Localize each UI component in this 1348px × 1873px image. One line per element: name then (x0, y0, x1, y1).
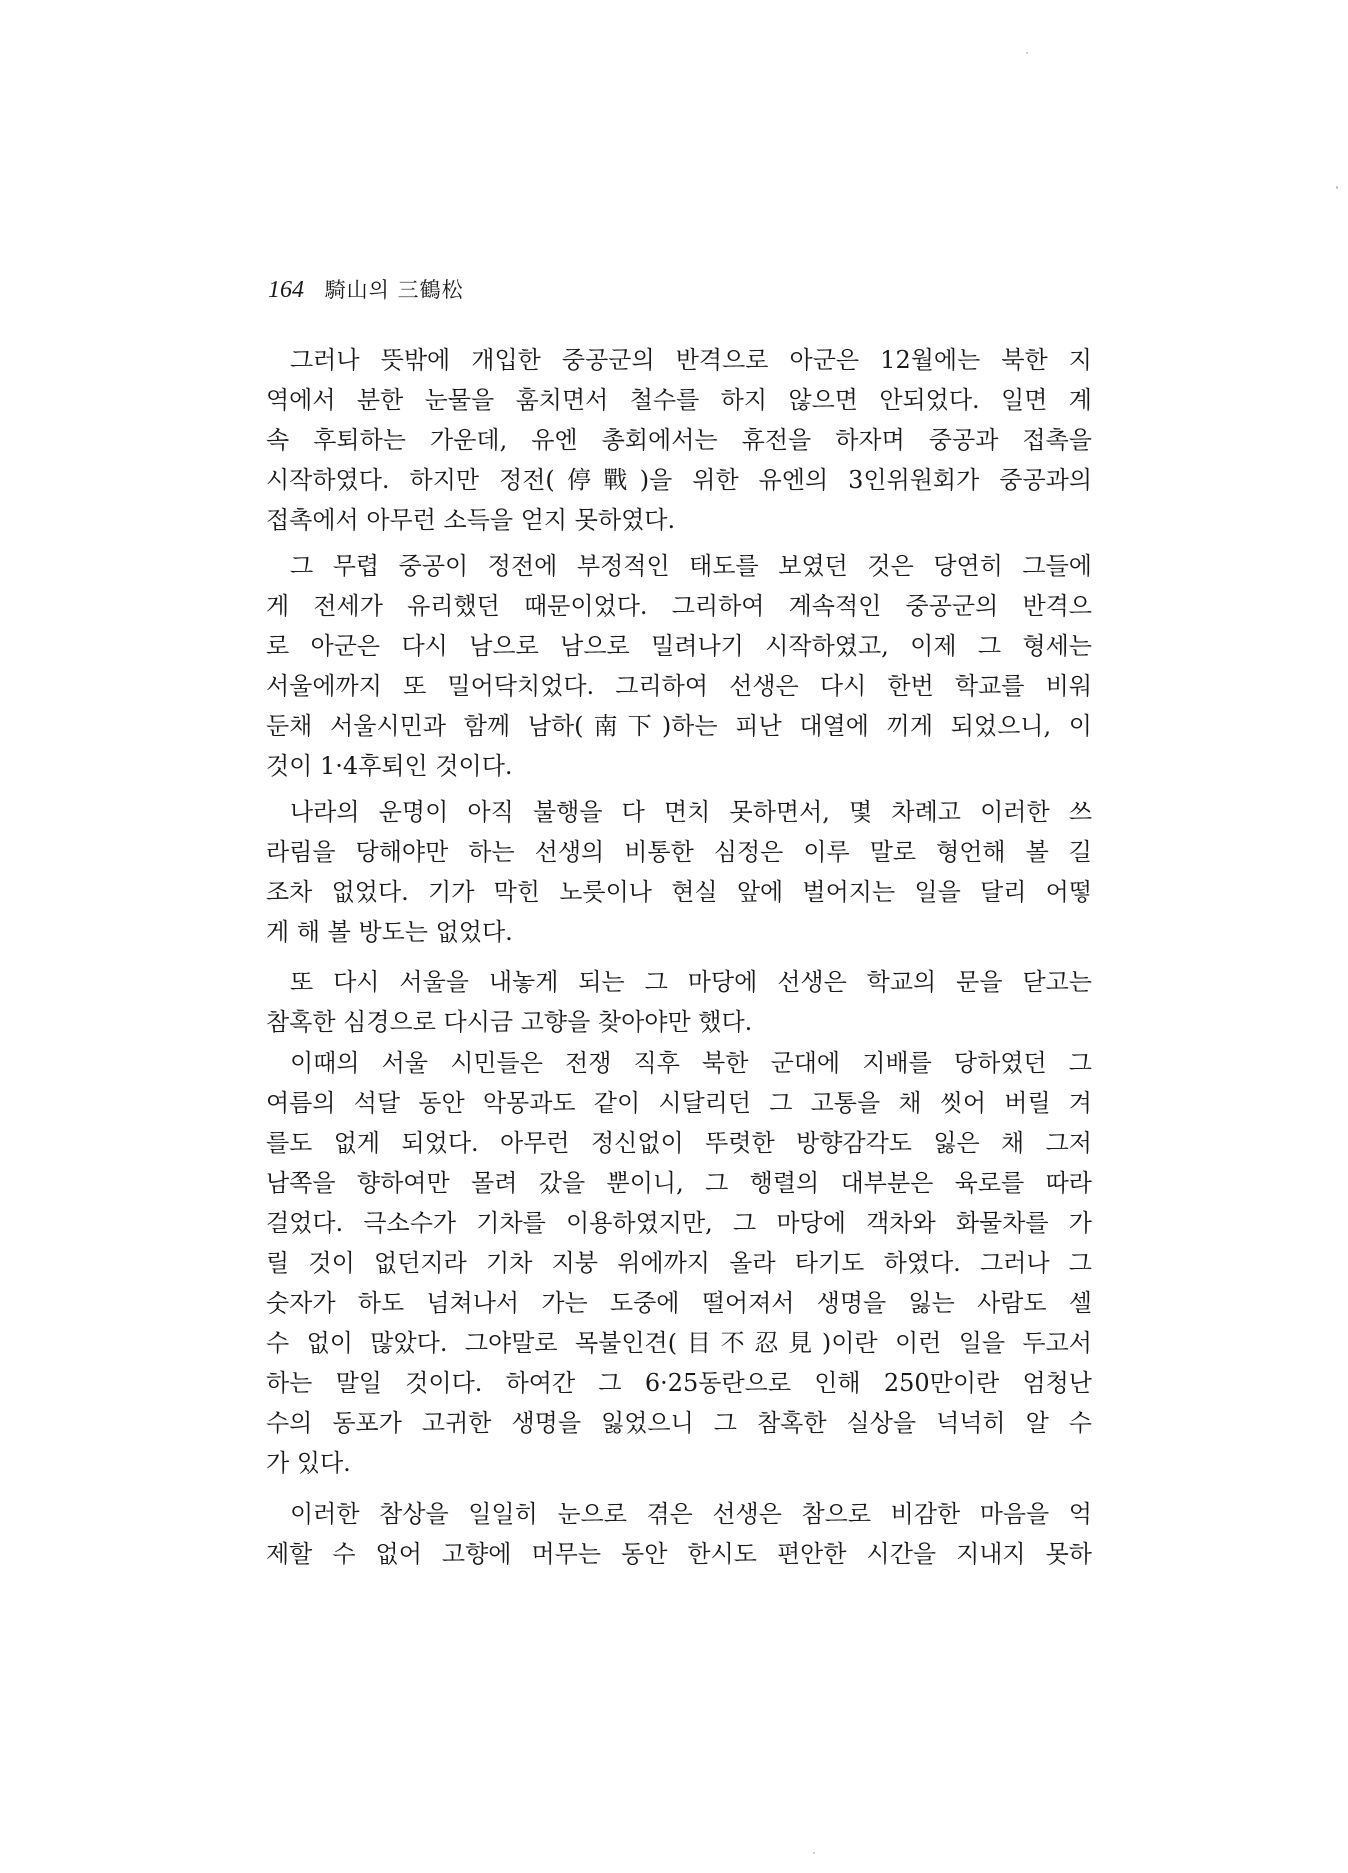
text-line: 이러한 참상을 일일히 눈으로 겪은 선생은 참으로 비감한 마음을 억 (290, 1500, 1092, 1528)
text-line: 수 없이 많았다. 그야말로 목불인견(目不忍見)이란 이런 일을 두고서 (266, 1329, 1092, 1357)
paragraph-4 (266, 962, 1092, 1042)
running-header (268, 276, 464, 304)
text-line: 게 해 볼 방도는 없었다. (266, 918, 513, 946)
text-line: 여름의 석달 동안 악몽과도 같이 시달리던 그 고통을 채 씻어 버릴 겨 (266, 1089, 1092, 1117)
text-line: 조차 없었다. 기가 막힌 노릇이나 현실 앞에 벌어지는 일을 달리 어떻 (266, 878, 1092, 906)
text-line: 수의 동포가 고귀한 생명을 잃었으니 그 참혹한 실상을 넉넉히 알 수 (266, 1409, 1092, 1437)
page-number: 164 (268, 277, 304, 303)
paragraph-1 (266, 340, 1092, 540)
text-line: 하는 말일 것이다. 하여간 그 6·25동란으로 인해 250만이란 엄청난 (266, 1369, 1092, 1397)
text-line: 역에서 분한 눈물을 훔치면서 철수를 하지 않으면 안되었다. 일면 계 (266, 386, 1092, 414)
text-line: 를도 없게 되었다. 아무런 정신없이 뚜렷한 방향감각도 잃은 채 그저 (266, 1129, 1092, 1157)
text-line: 릴 것이 없던지라 기차 지붕 위에까지 올라 타기도 하였다. 그러나 그 (266, 1249, 1092, 1277)
text-line: 시작하였다. 하지만 정전(停戰)을 위한 유엔의 3인위원회가 중공과의 (266, 466, 1092, 494)
text-line: 남쪽을 향하여만 몰려 갔을 뿐이니, 그 행렬의 대부분은 육로를 따라 (266, 1169, 1092, 1197)
text-line: 참혹한 심경으로 다시금 고향을 찾아야만 했다. (266, 1008, 753, 1036)
scan-speck (1336, 186, 1338, 189)
text-line: 라림을 당해야만 하는 선생의 비통한 심정은 이루 말로 형언해 볼 길 (266, 838, 1092, 866)
paragraph-2 (266, 546, 1092, 786)
text-line: 숫자가 하도 넘쳐나서 가는 도중에 떨어져서 생명을 잃는 사람도 셀 (266, 1289, 1092, 1317)
scan-speck (1026, 52, 1028, 54)
text-line: 것이 1·4후퇴인 것이다. (266, 752, 513, 780)
text-line: 서울에까지 또 밀어닥치었다. 그리하여 선생은 다시 한번 학교를 비워 (266, 672, 1092, 700)
text-line: 그 무렵 중공이 정전에 부정적인 태도를 보였던 것은 당연히 그들에 (290, 552, 1092, 580)
text-line: 접촉에서 아무런 소득을 얻지 못하였다. (266, 506, 676, 534)
text-line: 제할 수 없어 고향에 머무는 동안 한시도 편안한 시간을 지내지 못하 (266, 1540, 1092, 1568)
text-line: 둔채 서울시민과 함께 남하(南下)하는 피난 대열에 끼게 되었으니, 이 (266, 712, 1092, 740)
text-line: 또 다시 서울을 내놓게 되는 그 마당에 선생은 학교의 문을 닫고는 (290, 968, 1092, 996)
paragraph-6 (266, 1494, 1092, 1574)
text-line: 로 아군은 다시 남으로 남으로 밀려나기 시작하였고, 이제 그 형세는 (266, 632, 1092, 660)
book-title: 騎山의 三鶴松 (324, 278, 464, 302)
text-line: 가 있다. (266, 1449, 351, 1477)
text-line: 걸었다. 극소수가 기차를 이용하였지만, 그 마당에 객차와 화물차를 가 (266, 1209, 1092, 1237)
text-line: 이때의 서울 시민들은 전쟁 직후 북한 군대에 지배를 당하였던 그 (290, 1049, 1092, 1077)
paragraph-3 (266, 792, 1092, 952)
text-line: 나라의 운명이 아직 불행을 다 면치 못하면서, 몇 차례고 이러한 쓰 (290, 798, 1092, 826)
text-line: 게 전세가 유리했던 때문이었다. 그리하여 계속적인 중공군의 반격으 (266, 592, 1092, 620)
scan-speck (813, 1852, 815, 1854)
paragraph-5 (266, 1043, 1092, 1483)
text-line: 그러나 뜻밖에 개입한 중공군의 반격으로 아군은 12월에는 북한 지 (290, 346, 1092, 374)
text-line: 속 후퇴하는 가운데, 유엔 총회에서는 휴전을 하자며 중공과 접촉을 (266, 426, 1092, 454)
